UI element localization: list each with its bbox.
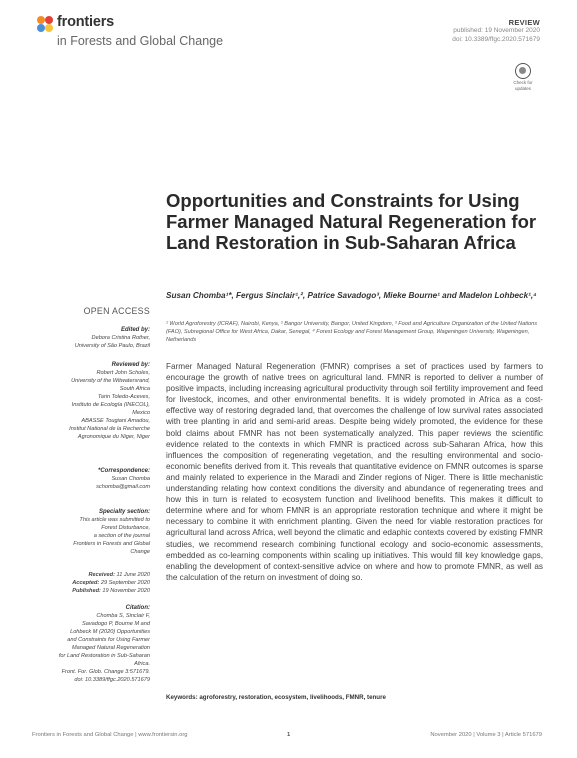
citation-line: Lohbeck M (2020) Opportunities bbox=[70, 629, 150, 635]
citation-section bbox=[30, 604, 150, 684]
article-meta bbox=[452, 18, 540, 44]
published-value: 19 November 2020 bbox=[102, 588, 150, 594]
frontiers-logo-icon bbox=[37, 16, 55, 34]
article-doi[interactable]: doi: 10.3389/ffgc.2020.571679 bbox=[452, 35, 540, 43]
citation-line: and Constraints for Using Farmer bbox=[67, 637, 150, 643]
journal-logo[interactable] bbox=[37, 14, 277, 54]
published-label: Published: bbox=[72, 588, 101, 594]
reviewer-line: Instituto de Ecología (INECOL), bbox=[71, 402, 150, 408]
article-type: REVIEW bbox=[508, 18, 540, 27]
page-number: 1 bbox=[287, 732, 291, 738]
specialty-line: Forest Disturbance, bbox=[101, 525, 150, 531]
citation-line: Chomba S, Sinclair F, bbox=[96, 613, 150, 619]
badge-line-2: updates bbox=[514, 86, 531, 91]
received-label: Received: bbox=[88, 572, 115, 578]
specialty-line: This article was submitted to bbox=[79, 517, 150, 523]
footer-journal[interactable]: Frontiers in Forests and Global Change | www.frontiersin.org bbox=[32, 732, 188, 738]
journal-name: in Forests and Global Change bbox=[57, 34, 224, 48]
reviewer-line: Robert John Scholes, bbox=[96, 370, 150, 376]
reviewer-line: South Africa bbox=[119, 386, 150, 392]
received-date bbox=[30, 571, 150, 579]
published-date: published: 19 November 2020 bbox=[453, 27, 540, 34]
reviewed-by-label: Reviewed by: bbox=[111, 362, 150, 368]
specialty-label: Specialty section: bbox=[98, 509, 150, 515]
reviewer-line: University of the Witwatersrand, bbox=[71, 378, 150, 384]
citation-line[interactable]: doi: 10.3389/ffgc.2020.571679 bbox=[74, 677, 150, 683]
badge-line-1: Check for bbox=[513, 80, 533, 85]
specialty-line: a section of the journal bbox=[93, 533, 150, 539]
article-title: Opportunities and Constraints for Using Farmer Managed Natural Regeneration for Land Restoration in Sub-Saharan Africa bbox=[166, 190, 537, 253]
correspondence-section bbox=[30, 467, 150, 491]
check-for-updates-badge[interactable] bbox=[508, 63, 538, 95]
article-abstract: Farmer Managed Natural Regeneration (FMNR) comprises a set of practices used by farmers to encourage the growth of native trees on agricultural land. FMNR is reported to deliver a number of positive impacts, including increasing agricultural productivity through soil fertility improvement and feed for livestock, incomes, and other environmental benefits. It is widely promoted in Africa as a cost-effective way of restoring degraded land, that overcomes the challenge of low survival rates associated with tree planting in arid and semi-arid areas. Despite being widely promoted, the evidence for these bold claims about FMNR has not been systematically analyzed. This paper reviews the scientific evidence related to the contexts in which FMNR is practiced across sub-Saharan Africa, how this influences the composition of regenerating vegetation, and the resulting environmental and socio-economic benefits derived from it. This reveals that quantitative evidence on FMNR outcomes is sparse and mainly related to experience in the Maradi and Zinder regions of Niger. There is little mechanistic understanding relating how context conditions the diversity and abundance of regenerating trees and how this in turn is related to ecosystem function and livelihood benefits. This makes it difficult to determine where and for whom FMNR is an appropriate restoration technique and where it might be necessary to combine it with enrichment planting. Given the need for viable restoration practices for agricultural land across Africa, well beyond the climatic and edaphic contexts covered by existing FMNR studies, we recommend research combining functional ecology and socio-economic assessments, embedded as co-learning components within scaling up initiatives. This would fill key knowledge gaps, enabling the development of context-sensitive advice on where and how to promote FMNR, as well as the calculation of the return on investment of doing so. bbox=[166, 362, 543, 582]
specialty-line: Change bbox=[130, 549, 150, 555]
dates-section bbox=[30, 571, 150, 595]
reviewer-line: Agronomique du Niger, Niger bbox=[77, 434, 150, 440]
reviewer-line: Institut National de la Recherche bbox=[69, 426, 150, 432]
brand-name: frontiers bbox=[57, 14, 115, 30]
reviewer-line: Mexico bbox=[132, 410, 150, 416]
correspondent-name: Susan Chomba bbox=[111, 476, 150, 482]
open-access-label: OPEN ACCESS bbox=[83, 306, 150, 316]
accepted-date bbox=[30, 579, 150, 587]
accepted-value: 29 September 2020 bbox=[100, 580, 150, 586]
citation-line: Africa. bbox=[134, 661, 150, 667]
article-keywords: Keywords: agroforestry, restoration, ecosystem, livelihoods, FMNR, tenure bbox=[166, 694, 386, 701]
citation-line: Front. For. Glob. Change 3:571679. bbox=[61, 669, 150, 675]
received-value: 11 June 2020 bbox=[116, 572, 150, 578]
citation-line: Savadogo P, Bourne M and bbox=[81, 621, 150, 627]
check-updates-icon bbox=[515, 63, 531, 79]
specialty-line: Frontiers in Forests and Global bbox=[73, 541, 150, 547]
citation-line: for Land Restoration in Sub-Saharan bbox=[58, 653, 150, 659]
citation-line: Managed Natural Regeneration bbox=[71, 645, 150, 651]
editor-line: Debora Cristina Rother, bbox=[91, 335, 150, 341]
specialty-section bbox=[30, 508, 150, 556]
editor-line: University of São Paulo, Brazil bbox=[74, 343, 150, 349]
edited-by-label: Edited by: bbox=[120, 327, 150, 333]
edited-by-section bbox=[30, 326, 150, 350]
citation-label: Citation: bbox=[125, 605, 150, 611]
reviewer-line: Tarin Toledo-Aceves, bbox=[97, 394, 150, 400]
reviewer-line: ABASSE Tougiani Amadou, bbox=[81, 418, 150, 424]
accepted-label: Accepted: bbox=[72, 580, 100, 586]
published-date-side bbox=[30, 587, 150, 595]
correspondent-email[interactable]: schomba@gmail.com bbox=[96, 484, 150, 490]
reviewed-by-section bbox=[30, 361, 150, 441]
author-affiliations: ¹ World Agroforestry (ICRAF), Nairobi, Kenya, ² Bangor University, Bangor, United Kingdom, ³ Food and Agriculture Organization of the United Nations (FAO), Subregional Office for West Africa, Dakar, Senegal, ⁴ Forest Ecology and Forest Management Group, Wageningen University, Wageningen, Netherlands bbox=[166, 321, 538, 343]
article-authors[interactable]: Susan Chomba¹*, Fergus Sinclair¹,², Patrice Savadogo³, Mieke Bourne¹ and Madelon Lohbeck¹,⁴ bbox=[166, 291, 537, 300]
correspondence-label: *Correspondence: bbox=[97, 468, 150, 474]
footer-article-info: November 2020 | Volume 3 | Article 571679 bbox=[430, 732, 542, 738]
